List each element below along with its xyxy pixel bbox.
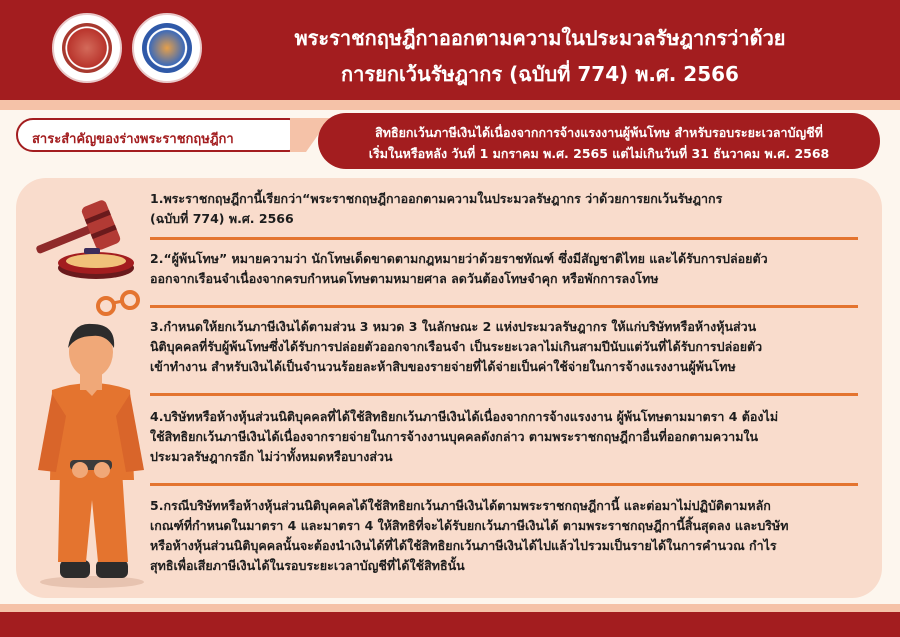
list-item-line: หรือห้างหุ้นส่วนนิติบุคคลนั้นจะต้องนำเงินได้ที่ได้ใช้สิทธิยกเว้นภาษีเงินได้ไปแล้วไปรวมเป็นรายได้ในการคำนวณ กำไร — [150, 538, 777, 553]
section-label — [16, 118, 306, 152]
divider — [150, 483, 858, 486]
list-item-line: ใช้สิทธิยกเว้นภาษีเงินได้เนื่องจากรายจ่ายในการจ้างงานบุคคลดังกล่าว ตามพระราชกฤษฎีกาอื่นที่ออกตามความใน — [150, 429, 759, 444]
summary-line1: สิทธิยกเว้นภาษีเงินได้เนื่องจากการจ้างแรงงานผู้พ้นโทษ สำหรับรอบระยะเวลาบัญชีที่ — [375, 125, 823, 140]
revenue-department-seal — [52, 13, 122, 83]
summary-box — [318, 113, 880, 169]
list-item-3 — [150, 317, 870, 377]
footer-bar — [0, 612, 900, 637]
divider — [150, 237, 858, 240]
list-item-line: 5.กรณีบริษัทหรือห้างหุ้นส่วนนิติบุคคลได้ใช้สิทธิยกเว้นภาษีเงินได้ตามพระราชกฤษฎีกานี้ และต่อมาไม่ปฏิบัติตามหลัก — [150, 498, 771, 513]
list-item-line: เข้าทำงาน สำหรับเงินได้เป็นจำนวนร้อยละห้าสิบของรายจ่ายที่ได้จ่ายเป็นค่าใช้จ่ายในการจ้างแรงงานผู้พ้นโทษ — [150, 359, 736, 374]
section-label-text: สาระสำคัญของร่างพระราชกฤษฎีกา — [32, 132, 234, 147]
corrections-department-seal — [132, 13, 202, 83]
list-item-line: (ฉบับที่ 774) พ.ศ. 2566 — [150, 211, 294, 226]
list-item-2 — [150, 249, 870, 289]
divider — [150, 305, 858, 308]
list-item-line: 4.บริษัทหรือห้างหุ้นส่วนนิติบุคคลที่ได้ใช้สิทธิยกเว้นภาษีเงินได้เนื่องจากการจ้างแรงงาน ผู้พ้นโทษตามมาตรา 4 ต้องไม่ — [150, 409, 779, 424]
footer-band — [0, 604, 900, 612]
summary-line2: เริ่มในหรือหลัง วันที่ 1 มกราคม พ.ศ. 2565 แต่ไม่เกินวันที่ 31 ธันวาคม พ.ศ. 2568 — [368, 146, 830, 161]
list-item-line: ออกจากเรือนจำเนื่องจากครบกำหนดโทษตามหมายศาล ลดวันต้องโทษจำคุก หรือพักการลงโทษ — [150, 271, 659, 286]
list-item-line: 1.พระราชกฤษฎีกานี้เรียกว่า“พระราชกฤษฎีกาออกตามความในประมวลรัษฎากร ว่าด้วยการยกเว้นรัษฎากร — [150, 191, 723, 206]
list-item-line: 3.กำหนดให้ยกเว้นภาษีเงินได้ตามส่วน 3 หมวด 3 ในลักษณะ 2 แห่งประมวลรัษฎากร ให้แก่บริษัทหรือห้างหุ้นส่วน — [150, 319, 757, 334]
list-item-line: 2.“ผู้พ้นโทษ” หมายความว่า นักโทษเด็ดขาดตามกฎหมายว่าด้วยราชทัณฑ์ ซึ่งมีสัญชาติไทย และได้รับการปล่อยตัว — [150, 251, 768, 266]
seal-icon — [142, 23, 192, 73]
list-item-line: ประมวลรัษฎากรอีก ไม่ว่าทั้งหมดหรือบางส่วน — [150, 449, 393, 464]
list-item-line: เกณฑ์ที่กำหนดในมาตรา 4 และมาตรา 4 ให้สิทธิที่จะได้รับยกเว้นภาษีเงินได้ ตามพระราชกฤษฎีกานี้สิ้นสุดลง และบริษัท — [150, 518, 789, 533]
list-item-line: นิติบุคคลที่รับผู้พ้นโทษซึ่งได้รับการปล่อยตัวออกจากเรือนจำ เป็นระยะเวลาไม่เกินสามปีนับแต่วันที่ได้รับการปล่อยตัว — [150, 339, 763, 354]
list-item-line: สุทธิเพื่อเสียภาษีเงินได้ในรอบระยะเวลาบัญชีที่ได้ใช้สิทธินั้น — [150, 558, 465, 573]
gavel-icon — [28, 188, 138, 288]
seal-icon — [62, 23, 112, 73]
list-item-1 — [150, 189, 870, 229]
handcuffs-icon — [94, 288, 144, 322]
divider — [150, 393, 858, 396]
list-item-5 — [150, 496, 870, 576]
page-title-line1: พระราชกฤษฎีกาออกตามความในประมวลรัษฎากรว่าด้วย — [294, 26, 786, 50]
list-item-4 — [150, 407, 870, 467]
prisoner-icon — [30, 320, 145, 590]
page-title-line2: การยกเว้นรัษฎากร (ฉบับที่ 774) พ.ศ. 2566 — [341, 62, 739, 86]
header-band — [0, 100, 900, 110]
